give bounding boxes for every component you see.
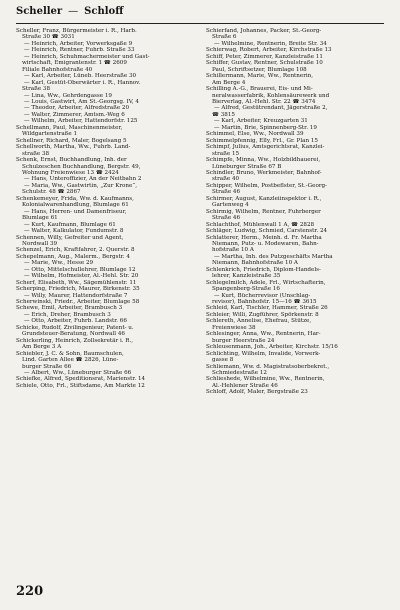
entry-line: — Wilhelm, Hofmeister, Al.-Hehl. Str. 20: [24, 273, 139, 280]
entry-line: Schiffer, Gustav, Rentner, Schulstraße 10: [206, 60, 323, 67]
entry-line: Schicke, Rudolf, Zivilingenieur, Patent- u.: [16, 324, 134, 331]
entry-line: Schewe, Emil, Arbeiter, Brambusch 3: [16, 305, 123, 312]
entry-line: Niemann, Putz- u. Modewaren, Bahn-: [212, 240, 319, 247]
entry-line: — Otto, Arbeiter, Fuhrb. Landstr. 66: [24, 318, 127, 325]
entry-line: Schiefke, Alfred, Speditionsrat, Marienstr. 14: [16, 376, 146, 383]
entry-line: Straße 46: [212, 215, 241, 222]
right-column: [206, 28, 384, 578]
entry-line: Schimpf, Julius, Amtsgerichtsrat, Kanzlei-: [206, 144, 325, 151]
entry-line: Schiele, Otto, Frl., Stiftsdame, Am Markte 12: [16, 382, 145, 389]
entry-line: lehrer, Kanzleistraße 35: [212, 273, 281, 280]
entry-line: Spangenberg-Straße 16: [212, 286, 280, 293]
entry-line: hofstraße 10 A: [212, 247, 254, 254]
entry-line: Schimmelpfennig, Elly, Frl., Gr. Plan 15: [206, 137, 318, 144]
entry-line: — Heinrich, Rentner, Fuhrb. Straße 33: [24, 47, 135, 54]
entry-line: Schimpfe, Minna, Ww., Holzbildhauerei,: [206, 157, 321, 164]
entry-line: — Walter, Zimmerer, Amtsm.-Weg 6: [24, 111, 125, 118]
entry-line: — Albert, Ww., Lüneburger Straße 66: [24, 370, 132, 377]
entry-line: Lind. Garten Allee ☎ 2826, Lüne-: [22, 357, 119, 364]
entry-line: Niemann, Bahnhofstraße 10 A: [212, 260, 298, 267]
entry-line: Schepelmann, Aug., Malerm., Bergstr. 4: [16, 253, 130, 260]
entry-line: Schlesinger, Anna, Ww., Rentnerin, Har-: [206, 331, 321, 338]
header-left-word: Scheller: [16, 6, 63, 17]
entry-line: revisor), Bahnhofstr. 15—16 ☎ 3615: [212, 299, 317, 306]
entry-line: Am Berge 4: [212, 79, 246, 86]
entry-line: Kolonialwarenhandlung, Blumlage 61: [22, 202, 129, 209]
entry-line: burger Straße 66: [22, 363, 72, 370]
entry-line: — Karl, Gestüt-Oberwärter i. R., Hannov.: [24, 79, 141, 86]
entry-line: — Wilhelmine, Rentnerin, Breite Str. 34: [214, 40, 327, 47]
entry-line: Freienwiese 38: [212, 324, 256, 331]
page-header: [16, 6, 384, 22]
entry-line: — Louis, Gastwirt, Am St.-Georgsg. IV, 4: [24, 98, 139, 105]
entry-line: — Wilhelm, Arbeiter, Hattendorfstr. 125: [24, 118, 138, 125]
entry-line: — Walter, Kalkulator, Fundumstr. 8: [24, 228, 124, 235]
entry-line: Straße 46: [212, 189, 241, 196]
header-rule: [16, 23, 384, 24]
entry-line: Schulstr. 48 ☎ 2867: [22, 189, 81, 196]
entry-line: Schennen, Willy, Gefreiter und Agent,: [16, 234, 124, 241]
entry-line: — Alfred, Gestütrendant, Jägerstraße 2,: [214, 105, 328, 112]
entry-line: Schimmel, Else, Ww., Nordwall 39: [206, 131, 304, 138]
entry-line: Nordwall 39: [22, 240, 58, 247]
page-number: 220: [16, 584, 44, 599]
entry-line: Schirmig, Wilhelm, Rentner, Fuhrberger: [206, 208, 321, 215]
entry-line: — Karl, Arbeiter, Lüneb. Heerstraße 30: [24, 73, 137, 80]
entry-line: — Erich, Dreher, Brambusch 3: [24, 311, 111, 318]
entry-line: ☎ 3815: [212, 111, 235, 118]
entry-line: Schleusenmann, Joh., Arbeiter, Kirchstr. 15/16: [206, 344, 338, 351]
entry-line: Schiff, Peter, Zimmerer, Kanzleistraße 11: [206, 53, 323, 60]
entry-line: Schlenkrich, Friedrich, Diplom-Handels-: [206, 266, 321, 273]
entry-line: Al.-Hehlener Straße 46: [212, 382, 278, 389]
entry-line: Straße 6: [212, 34, 237, 41]
entry-line: — Heinrich, Schuhmachermeister und Gast-: [24, 53, 150, 60]
entry-line: Schmiedestraße 12: [212, 370, 267, 377]
entry-line: — Karl, Arbeiter, Kreuzgarten 31: [214, 118, 308, 125]
entry-line: Schipper, Wilhelm, Postbeflster, St.-Georg-: [206, 182, 327, 189]
entry-line: — Martha, Inh. des Putzgeschäfts Martha: [214, 253, 333, 260]
entry-line: — Maria, Ww., Gastwirtin, „Zur Krone“,: [24, 182, 137, 189]
left-column: [16, 28, 194, 578]
entry-line: Schenkemeyer, Frida, Ww. d. Kaufmanns,: [16, 195, 134, 202]
entry-line: — Hans, Unteroffizier, An der Neitbahn 2: [24, 176, 142, 183]
entry-line: wirtschaft, Emigrantenstr. 1 ☎ 2609: [22, 60, 127, 67]
entry-line: Schellworth, Martha, Ww., Fuhrb. Land-: [16, 144, 131, 151]
entry-line: Filiale Bahnhofstraße 40: [22, 66, 93, 73]
entry-line: Schickerling, Heinrich, Zollsekretär i. R.,: [16, 337, 134, 344]
entry-line: straße 40: [212, 176, 240, 183]
entry-line: Schillermann, Marie, Ww., Rentnerin,: [206, 73, 314, 80]
entry-line: Scherf, Elisabeth, Ww., Sägemühlenstr. 11: [16, 279, 137, 286]
entry-line: Wildgartenstraße 1: [22, 131, 78, 138]
entry-line: neralwasserfabrik, Kohlensäurewerk und: [212, 92, 330, 99]
entry-line: Schierfand, Johannes, Packer, St.-Georg-: [206, 28, 322, 34]
entry-line: Schleier, Willi, Zugführer, Spörkenstr. 8: [206, 311, 319, 318]
entry-line: Scheller, Franz, Bürgermeister i. R., Harb.: [16, 28, 137, 34]
entry-line: Schläger, Ludwig, Schmied, Carstenstr. 24: [206, 228, 328, 235]
entry-line: Schindler, Bruno, Werkmeister, Bahnhof-: [206, 169, 322, 176]
entry-line: gasse 8: [212, 357, 234, 364]
entry-line: — Kurt, Bücherrevisor (Unschlag-: [214, 292, 311, 299]
entry-line: Am Berge 3 A: [22, 344, 62, 351]
entry-line: — Heinrich, Arbeiter, Vorwerksgaße 9: [24, 40, 133, 47]
entry-line: straße 38: [22, 150, 50, 157]
entry-line: Wohnung Freienwiese 13 ☎ 2424: [22, 169, 119, 176]
entry-line: Schlatterer, Herm., Meinh. d. Fr. Martha: [206, 234, 322, 241]
entry-line: Scherping, Friedrich, Maurer, Birkenstr. 35: [16, 286, 140, 293]
entry-line: — Lina, Ww., Gehrdengasse 19: [24, 92, 112, 99]
entry-line: Schulzeschen Buchhandlung, Bergstr. 49,: [22, 163, 141, 170]
entry-line: Gartenweg 4: [212, 202, 249, 209]
entry-line: — Martin, Brie, Spinnenberg-Str. 19: [214, 124, 317, 131]
entry-line: — Otto, Mittelschullehrer, Blumlage 12: [24, 266, 136, 273]
entry-line: Paul, Schriftsetzer, Blumlage 108: [212, 66, 307, 73]
entry-line: — Marie, Ww., Hesse 29: [24, 260, 94, 267]
entry-line: Schleid, Karl, Tischler, Hammer, Straße 26: [206, 305, 328, 312]
entry-line: Schellner, Richard, Maler, Bogelsang 5: [16, 137, 127, 144]
entry-line: Schierwag, Robert, Arbeiter, Kirchstraße 13: [206, 47, 332, 54]
entry-line: Grundsteuer-Beratung, Nordwall 46: [22, 331, 125, 338]
entry-line: Straße 38: [22, 86, 51, 93]
entry-line: — Theodor, Arbeiter, Alfredstraße 20: [24, 105, 130, 112]
entry-line: Schlegelmilch, Adele, Frl., Wirtschafterin,: [206, 279, 326, 286]
entry-line: Lüneburger Straße 67 B: [212, 163, 282, 170]
entry-line: Schlichting, Wilhelm, Invalide, Vorwerk-: [206, 350, 321, 357]
entry-line: straße 15: [212, 150, 240, 157]
entry-line: Schirmer, August, Kanzleiinspektor i. R.,: [206, 195, 322, 202]
entry-line: burger Heerstraße 24: [212, 337, 275, 344]
entry-line: Straße 30 ☎ 3031: [22, 34, 75, 41]
entry-line: Schlereth, Annelise, Ehefrau, Stütze,: [206, 318, 312, 325]
entry-line: Schellmann, Paul, Maschinenmeister,: [16, 124, 123, 131]
header-right-word: Schloff: [84, 6, 124, 17]
entry-line: — Kurt, Kaufmann, Blumlage 61: [24, 221, 116, 228]
entry-line: Schlieshede, Wilhelmine, Ww., Rentnerin,: [206, 376, 325, 383]
entry-line: Scherwinski, Friedr., Arbeiter, Blumlage 58: [16, 299, 140, 306]
header-separator: —: [68, 6, 79, 17]
entry-line: Schenk, Ernst, Buchhandlung, Inh. der: [16, 157, 127, 164]
entry-line: Schilling A.-G., Brauerei, Eis- und Mi-: [206, 86, 313, 93]
entry-line: — Hans, Herren- und Damenfriseur,: [24, 208, 127, 215]
entry-line: Schliemann, Ww. d. Magistratsoberbekret.,: [206, 363, 330, 370]
entry-line: Schiebler, J. C. & Sohn, Baumschulen,: [16, 350, 124, 357]
entry-line: Bierverlag, Al.-Hehl. Str. 22 ☎ 3474: [212, 98, 316, 105]
entry-line: — Willy, Maurer, Hattendorfstraße 7: [24, 292, 128, 299]
entry-line: Schlachthof, Mühlenwall 1 A, ☎ 2828: [206, 221, 315, 228]
entry-line: Blumlage 61: [22, 215, 58, 222]
entry-line: Schenzel, Erich, Kraftfahrer, 2. Querstr. 8: [16, 247, 135, 254]
entry-line: Schloff, Adolf, Maler, Bergstraße 23: [206, 389, 308, 396]
